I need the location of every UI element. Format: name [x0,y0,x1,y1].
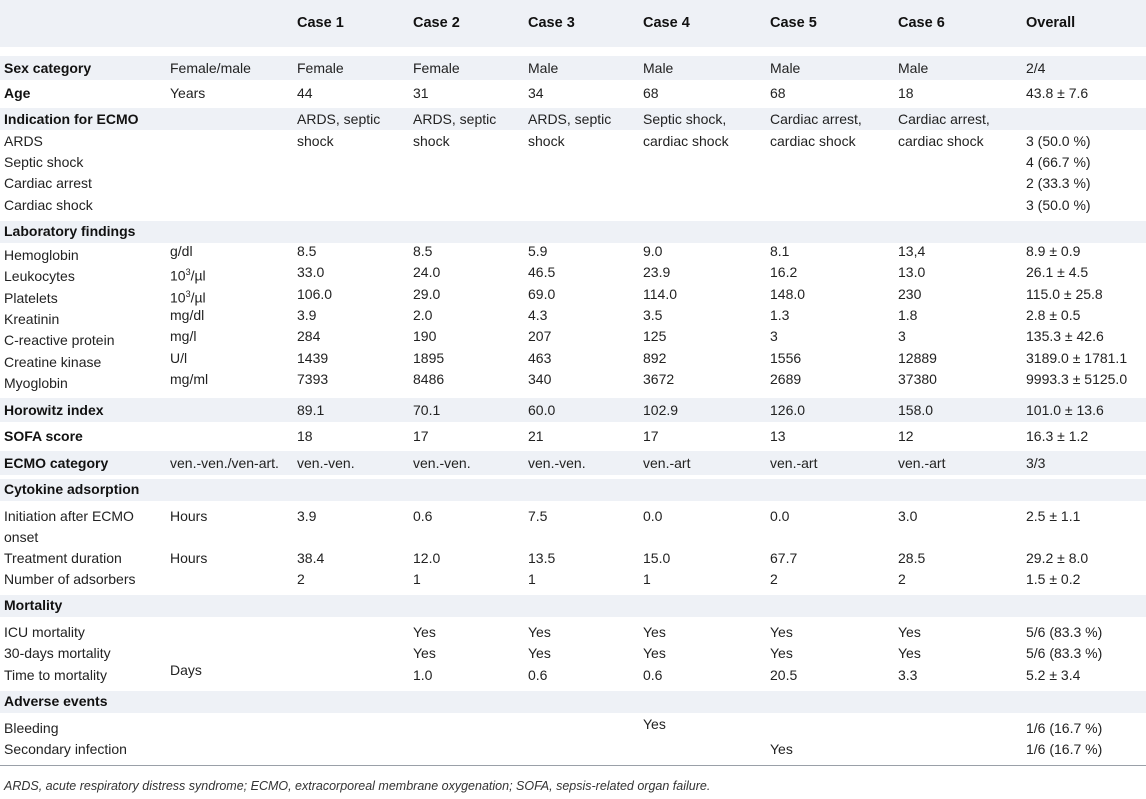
cell: cardiac shock [898,133,984,149]
row-unit: Years [170,85,206,101]
cell: Septic shock, [643,111,727,127]
row-label: Hemoglobin [4,247,79,263]
cell: 2 [297,571,305,587]
row-label: Horowitz index [4,402,104,418]
header-case5: Case 5 [770,15,817,31]
cell: 2 [770,571,778,587]
cell: 3 [770,328,778,344]
cell: Yes [770,645,793,661]
cell: 3.9 [297,307,317,323]
cell: 9.0 [643,243,663,259]
header-case1: Case 1 [297,15,344,31]
cell: 38.4 [297,550,325,566]
cell: 1895 [413,350,445,366]
row-unit: ven.-ven./ven-art. [170,455,279,471]
cell: ven.-art [770,455,818,471]
cell: ven.-art [643,455,691,471]
cell: 1 [413,571,421,587]
cell-overall: 5/6 (83.3 %) [1026,624,1103,640]
table-header [0,0,1146,47]
cell: 7393 [297,371,329,387]
cell: 3 [898,328,906,344]
cell: Yes [643,716,666,732]
header-case2: Case 2 [413,15,460,31]
cell: 33.0 [297,264,325,280]
cell: 2 [898,571,906,587]
row-label: Number of adsorbers [4,571,136,587]
cell: Yes [898,624,921,640]
cell: 463 [528,350,552,366]
cell: 0.6 [528,667,548,683]
section-label: Mortality [4,597,63,613]
cell-overall: 2 (33.3 %) [1026,175,1091,191]
cell: 2689 [770,371,802,387]
row-unit: Days [170,662,202,678]
cell: 18 [297,428,313,444]
row-unit: mg/l [170,328,197,344]
row-label: ARDS [4,133,43,149]
cell: 1.8 [898,307,918,323]
cell: Yes [413,645,436,661]
cell: ven.-ven. [297,455,355,471]
cell-overall: 3189.0 ± 1781.1 [1026,350,1128,366]
cell: 158.0 [898,402,934,418]
cell-overall: 101.0 ± 13.6 [1026,402,1104,418]
cell-overall: 26.1 ± 4.5 [1026,264,1089,280]
cell: 8.5 [297,243,317,259]
section-bg-horowitz [0,398,1146,422]
cell: 230 [898,286,922,302]
cell: 89.1 [297,402,325,418]
cell: Male [898,60,929,76]
cell: 37380 [898,371,937,387]
cell: 0.0 [770,508,790,524]
cell: 21 [528,428,544,444]
cell: 20.5 [770,667,798,683]
cell-overall: 2/4 [1026,60,1046,76]
cell-overall: 5/6 (83.3 %) [1026,645,1103,661]
cell: Yes [770,741,793,757]
cell: 8486 [413,371,445,387]
cell: 16.2 [770,264,798,280]
cell: 114.0 [643,286,677,302]
section-bg-cytokine [0,479,1146,501]
cell-overall: 115.0 ± 25.8 [1026,286,1103,302]
cell-overall: 2.5 ± 1.1 [1026,508,1081,524]
row-label: Kreatinin [4,311,60,327]
cell: ven.-ven. [528,455,586,471]
section-bg-adverse [0,691,1146,713]
table-footnote: ARDS, acute respiratory distress syndrome; ECMO, extracorporeal membrane oxygenation; SOFA, sepsis-related organ failure. [4,779,711,793]
cell: 69.0 [528,286,556,302]
header-case6: Case 6 [898,15,945,31]
cell: 12.0 [413,550,441,566]
cell: 3.9 [297,508,317,524]
cell: 190 [413,328,437,344]
cell: Female [297,60,344,76]
row-unit: mg/dl [170,307,205,323]
cell: Cardiac arrest, [770,111,862,127]
cell: 1.0 [413,667,433,683]
cell: 0.6 [413,508,433,524]
section-label: Cytokine adsorption [4,481,140,497]
cell: 31 [413,85,429,101]
cell-overall: 8.9 ± 0.9 [1026,243,1081,259]
cell: 18 [898,85,914,101]
cell: 5.9 [528,243,548,259]
cell: 892 [643,350,667,366]
cell: 68 [770,85,786,101]
cell-overall: 3/3 [1026,455,1046,471]
cell: ven.-ven. [413,455,471,471]
row-label: SOFA score [4,428,83,444]
row-label: ECMO category [4,455,109,471]
section-bg-mortality [0,595,1146,617]
cell: cardiac shock [643,133,729,149]
header-case3: Case 3 [528,15,575,31]
cell: 12 [898,428,914,444]
row-label: onset [4,529,39,545]
cell: Male [770,60,801,76]
row-label: Septic shock [4,154,84,170]
row-label: 30-days mortality [4,645,111,661]
cell-overall: 4 (66.7 %) [1026,154,1091,170]
cell: 2.0 [413,307,433,323]
row-unit: mg/ml [170,371,209,387]
cell: 1 [528,571,536,587]
row-unit: Hours [170,508,208,524]
cell-overall: 1/6 (16.7 %) [1026,720,1103,736]
cell: 13.0 [898,264,926,280]
cell: 7.5 [528,508,548,524]
cell: 24.0 [413,264,441,280]
row-label: Initiation after ECMO [4,508,134,524]
cell: 15.0 [643,550,671,566]
cell: 3.5 [643,307,663,323]
cell: 0.6 [643,667,663,683]
cell: 13 [770,428,786,444]
cell: Cardiac arrest, [898,111,990,127]
cell: 4.3 [528,307,548,323]
cell: Yes [898,645,921,661]
cell: 126.0 [770,402,806,418]
cell: 34 [528,85,544,101]
cell: 17 [643,428,659,444]
cell: 3.3 [898,667,918,683]
cell: 102.9 [643,402,679,418]
cell: ARDS, septic [297,111,381,127]
row-label: Cardiac shock [4,197,93,213]
cell: 1439 [297,350,329,366]
cell: 17 [413,428,429,444]
cell: Yes [528,624,551,640]
cell: ARDS, septic [413,111,497,127]
row-label: Myoglobin [4,375,68,391]
cell: 1.3 [770,307,790,323]
cell-overall: 5.2 ± 3.4 [1026,667,1081,683]
cell: 13.5 [528,550,556,566]
row-unit: $10^3/\mu l$ [170,267,206,284]
row-unit: Female/male [170,60,251,76]
cell: shock [528,133,565,149]
row-label: Age [4,85,31,101]
row-label: Sex category [4,60,92,76]
row-unit: Hours [170,550,208,566]
cell-overall: 29.2 ± 8.0 [1026,550,1089,566]
cell: 68 [643,85,659,101]
cell: Female [413,60,460,76]
cell: Yes [770,624,793,640]
row-label: Cardiac arrest [4,175,92,191]
section-label: Indication for ECMO [4,111,139,127]
cell: 46.5 [528,264,556,280]
cell: ven.-art [898,455,946,471]
cell-overall: 1.5 ± 0.2 [1026,571,1081,587]
cell: 13,4 [898,243,926,259]
table-bottom-rule [0,765,1146,766]
cell: 23.9 [643,264,671,280]
row-label: ICU mortality [4,624,85,640]
cell: shock [413,133,450,149]
cell: cardiac shock [770,133,856,149]
cell: 44 [297,85,313,101]
cell: Yes [643,645,666,661]
cell: 12889 [898,350,937,366]
row-label: Platelets [4,290,58,306]
cell: 1556 [770,350,802,366]
cell: Yes [413,624,436,640]
cell: 0.0 [643,508,663,524]
cell: 1 [643,571,651,587]
cell: 148.0 [770,286,806,302]
row-label: Bleeding [4,720,59,736]
cell-overall: 43.8 ± 7.6 [1026,85,1089,101]
cell: shock [297,133,334,149]
cell: 70.1 [413,402,441,418]
row-label: Time to mortality [4,667,107,683]
cell-overall: 135.3 ± 42.6 [1026,328,1104,344]
cell: 28.5 [898,550,926,566]
cell: 8.5 [413,243,433,259]
cell: Male [643,60,674,76]
cell: Yes [528,645,551,661]
cell: 8.1 [770,243,790,259]
section-label: Laboratory findings [4,223,136,239]
cell: 340 [528,371,552,387]
cell: 125 [643,328,667,344]
row-label: Treatment duration [4,550,122,566]
cell: 3.0 [898,508,918,524]
cell-overall: 16.3 ± 1.2 [1026,428,1089,444]
cell-overall: 3 (50.0 %) [1026,133,1091,149]
row-label: Secondary infection [4,741,127,757]
cell: 60.0 [528,402,556,418]
row-unit: g/dl [170,243,193,259]
header-case4: Case 4 [643,15,690,31]
header-overall: Overall [1026,15,1076,31]
row-unit: $10^3/\mu l$ [170,289,206,306]
row-label: C-reactive protein [4,332,115,348]
row-label: Leukocytes [4,268,75,284]
cell-overall: 1/6 (16.7 %) [1026,741,1103,757]
row-unit: U/l [170,350,188,366]
row-label: Creatine kinase [4,354,102,370]
cell: Yes [643,624,666,640]
section-bg-lab [0,221,1146,243]
cell: 284 [297,328,321,344]
cell: 106.0 [297,286,333,302]
cell-overall: 2.8 ± 0.5 [1026,307,1081,323]
cell: 207 [528,328,552,344]
cell: 3672 [643,371,675,387]
cell: ARDS, septic [528,111,612,127]
section-label: Adverse events [4,693,108,709]
cell-overall: 3 (50.0 %) [1026,197,1091,213]
cell: Male [528,60,559,76]
cell-overall: 9993.3 ± 5125.0 [1026,371,1128,387]
cell: 67.7 [770,550,798,566]
cell: 29.0 [413,286,441,302]
